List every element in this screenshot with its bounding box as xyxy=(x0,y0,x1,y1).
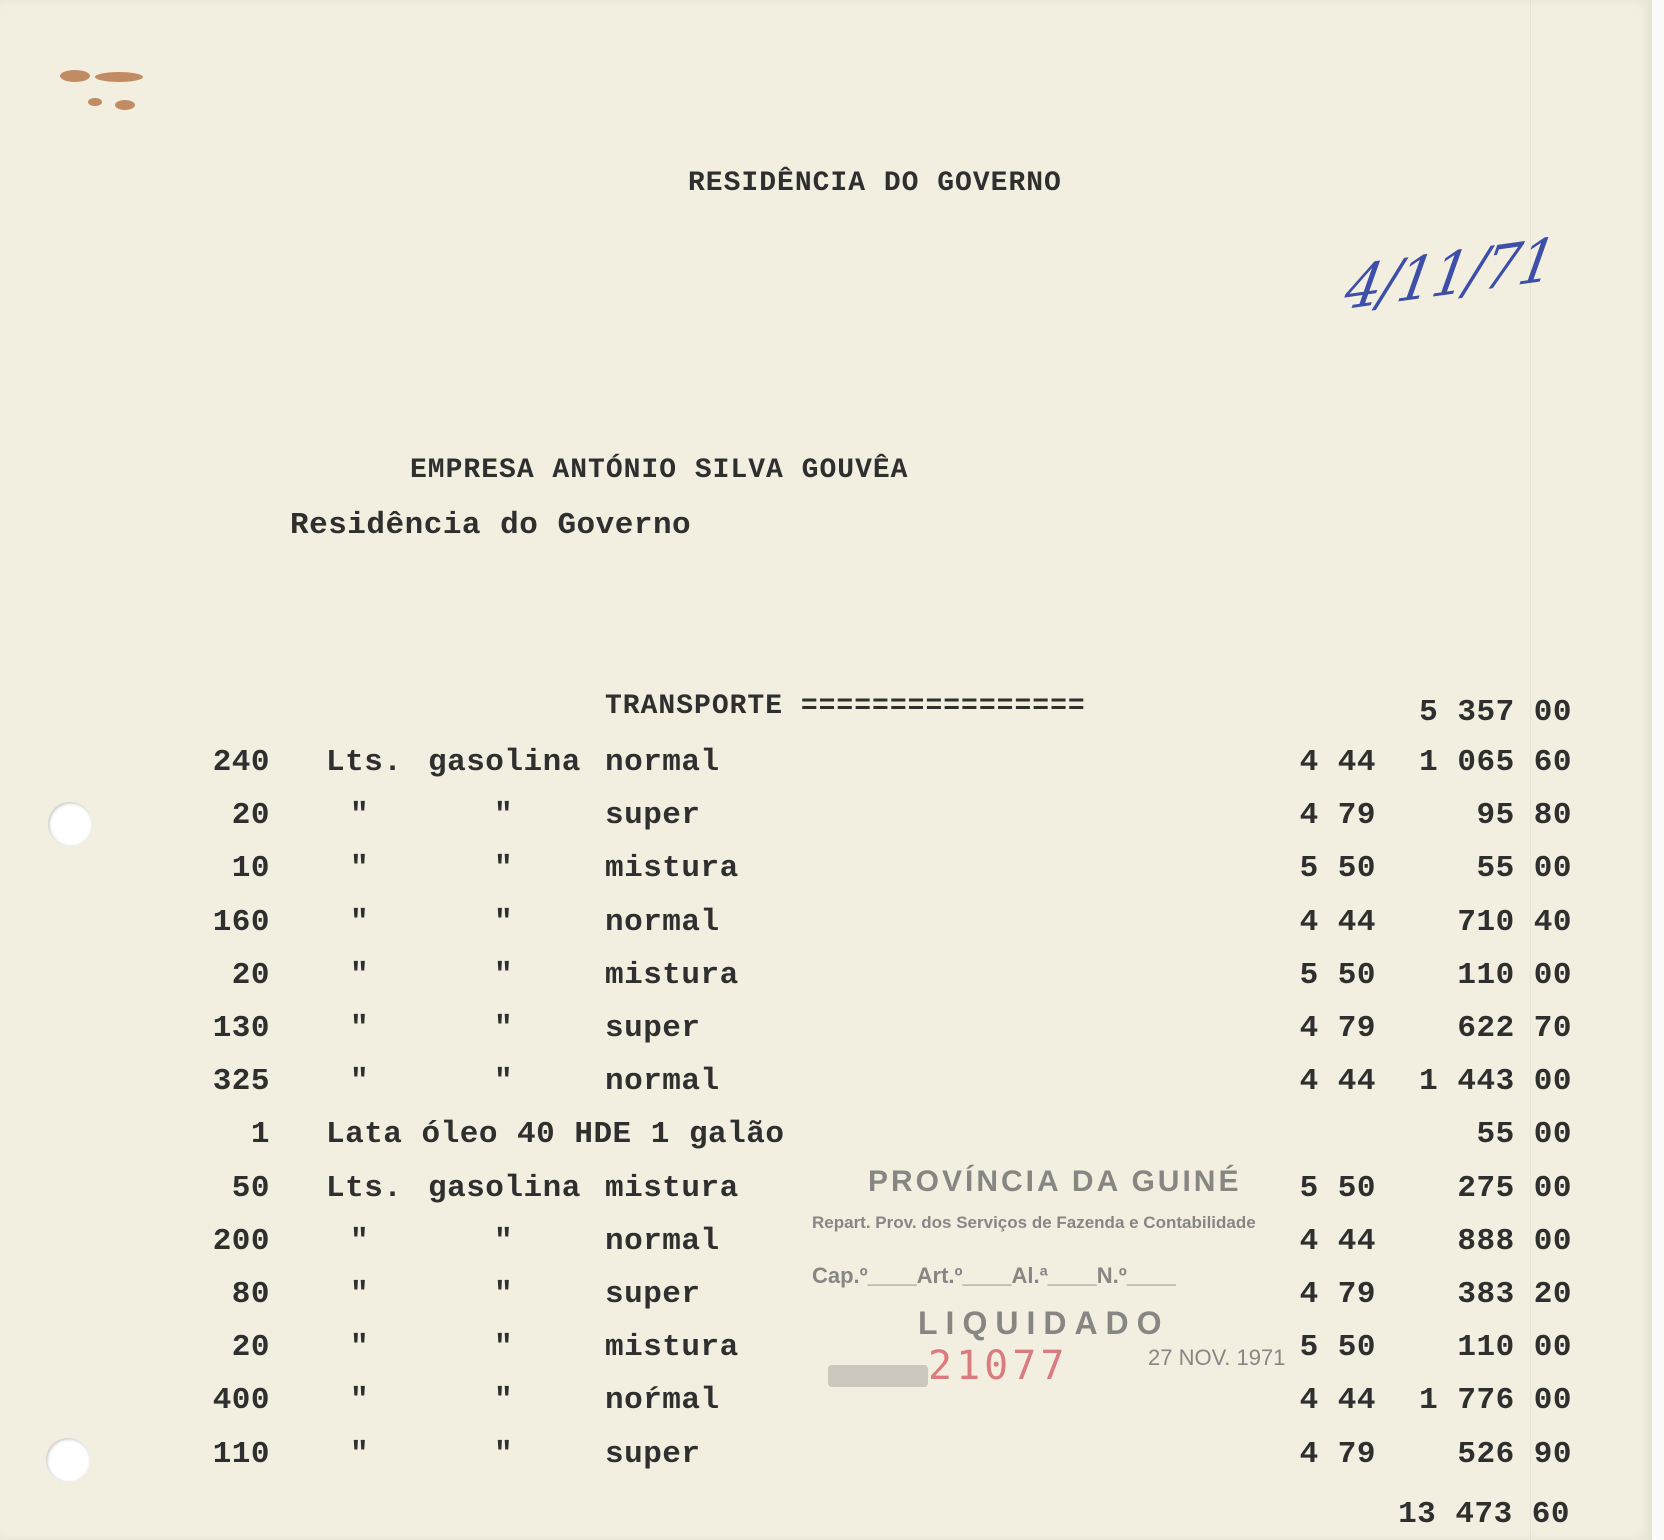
row-quantity: 130 xyxy=(212,1011,270,1046)
row-product: " xyxy=(494,1011,514,1046)
row-grade: mistura xyxy=(605,958,739,993)
row-amount: 1 065 60 xyxy=(1419,745,1572,780)
row-product: " xyxy=(494,958,514,993)
row-unit-price: 5 50 xyxy=(1299,958,1376,993)
punch-hole-top xyxy=(48,802,92,846)
row-quantity: 20 xyxy=(231,958,270,993)
addressee-place: Residência do Governo xyxy=(290,508,692,543)
stamp-liquidado: LIQUIDADO xyxy=(918,1305,1170,1341)
row-product: " xyxy=(494,1277,514,1312)
row-grade: normal xyxy=(605,745,720,780)
stamp-department: Repart. Prov. dos Serviços de Fazenda e Contabilidade xyxy=(812,1213,1256,1232)
row-quantity: 200 xyxy=(212,1224,270,1259)
rust-stain xyxy=(60,70,90,82)
row-unit: Lts. xyxy=(326,745,403,780)
row-amount: 95 80 xyxy=(1476,798,1572,833)
document-title: RESIDÊNCIA DO GOVERNO xyxy=(688,168,1062,199)
row-amount: 110 00 xyxy=(1457,1330,1572,1365)
row-amount: 275 00 xyxy=(1457,1171,1572,1206)
row-product: " xyxy=(494,1064,514,1099)
row-amount: 383 20 xyxy=(1457,1277,1572,1312)
row-description: Lata óleo 40 HDE 1 galão xyxy=(326,1117,785,1152)
row-unit-price: 4 79 xyxy=(1299,798,1376,833)
row-product: " xyxy=(494,1330,514,1365)
row-unit: " xyxy=(350,1383,370,1418)
row-unit-price: 4 44 xyxy=(1299,1383,1376,1418)
row-quantity: 80 xyxy=(231,1277,270,1312)
stamp-smudge xyxy=(828,1365,928,1387)
row-quantity: 10 xyxy=(231,851,270,886)
row-grade: mistura xyxy=(605,1171,739,1206)
row-unit-price: 4 44 xyxy=(1299,905,1376,940)
row-quantity: 400 xyxy=(212,1383,270,1418)
row-quantity: 50 xyxy=(231,1171,270,1206)
row-product: " xyxy=(494,1383,514,1418)
invoice-total: 13 473 60 xyxy=(1398,1497,1570,1532)
row-amount: 710 40 xyxy=(1457,905,1572,940)
row-unit: " xyxy=(350,905,370,940)
row-unit-price: 4 79 xyxy=(1299,1277,1376,1312)
row-unit: " xyxy=(350,958,370,993)
row-unit-price: 5 50 xyxy=(1299,1171,1376,1206)
row-quantity: 160 xyxy=(212,905,270,940)
row-grade: mistura xyxy=(605,851,739,886)
row-grade: super xyxy=(605,1011,701,1046)
row-unit-price: 5 50 xyxy=(1299,1330,1376,1365)
row-grade: super xyxy=(605,798,701,833)
transport-label: TRANSPORTE ================ xyxy=(605,691,1086,722)
rust-stain xyxy=(88,98,102,106)
row-product: " xyxy=(494,1437,514,1472)
row-unit: " xyxy=(350,1277,370,1312)
row-unit-price: 4 44 xyxy=(1299,1064,1376,1099)
handwritten-date: 4/11/71 xyxy=(1339,224,1560,324)
row-quantity: 110 xyxy=(212,1437,270,1472)
row-amount: 526 90 xyxy=(1457,1437,1572,1472)
row-grade: mistura xyxy=(605,1330,739,1365)
row-product: " xyxy=(494,798,514,833)
company-name: EMPRESA ANTÓNIO SILVA GOUVÊA xyxy=(410,455,909,486)
row-unit-price: 4 79 xyxy=(1299,1011,1376,1046)
row-unit-price: 4 44 xyxy=(1299,1224,1376,1259)
page-edge xyxy=(1652,0,1664,1540)
row-quantity: 240 xyxy=(212,745,270,780)
row-unit: " xyxy=(350,1011,370,1046)
row-amount: 888 00 xyxy=(1457,1224,1572,1259)
row-unit-price: 5 50 xyxy=(1299,851,1376,886)
row-unit: " xyxy=(350,1224,370,1259)
row-product: gasolina xyxy=(428,1171,581,1206)
row-amount: 1 443 00 xyxy=(1419,1064,1572,1099)
row-unit: " xyxy=(350,1064,370,1099)
row-unit-price: 4 79 xyxy=(1299,1437,1376,1472)
row-grade: normal xyxy=(605,905,720,940)
row-quantity: 20 xyxy=(231,798,270,833)
row-unit: " xyxy=(350,851,370,886)
row-quantity: 1 xyxy=(250,1117,270,1152)
row-product: " xyxy=(494,905,514,940)
row-unit: Lts. xyxy=(326,1171,403,1206)
row-quantity: 20 xyxy=(231,1330,270,1365)
row-grade: normal xyxy=(605,1224,720,1259)
row-amount: 110 00 xyxy=(1457,958,1572,993)
row-grade: super xyxy=(605,1437,701,1472)
rust-stain xyxy=(115,100,135,110)
row-unit: " xyxy=(350,1330,370,1365)
stamp-number: 21077 xyxy=(928,1343,1069,1389)
row-product: gasolina xyxy=(428,745,581,780)
row-quantity: 325 xyxy=(212,1064,270,1099)
row-grade: super xyxy=(605,1277,701,1312)
row-amount: 55 00 xyxy=(1476,851,1572,886)
stamp-date: 27 NOV. 1971 xyxy=(1148,1345,1286,1370)
row-amount: 1 776 00 xyxy=(1419,1383,1572,1418)
row-amount: 55 00 xyxy=(1476,1117,1572,1152)
row-unit: " xyxy=(350,1437,370,1472)
row-grade: normal xyxy=(605,1064,720,1099)
row-product: " xyxy=(494,1224,514,1259)
row-amount: 622 70 xyxy=(1457,1011,1572,1046)
row-product: " xyxy=(494,851,514,886)
stamp-fields: Cap.º____Art.º____Al.ª____N.º____ xyxy=(812,1263,1176,1288)
rust-stain xyxy=(95,72,143,82)
row-grade: noŕmal xyxy=(605,1383,720,1418)
stamp-province: PROVÍNCIA DA GUINÉ xyxy=(868,1165,1242,1198)
liquidation-stamp xyxy=(808,1165,1288,1415)
punch-hole-bottom xyxy=(46,1438,90,1482)
row-unit-price: 4 44 xyxy=(1299,745,1376,780)
transport-amount: 5 357 00 xyxy=(1419,695,1572,730)
row-unit: " xyxy=(350,798,370,833)
